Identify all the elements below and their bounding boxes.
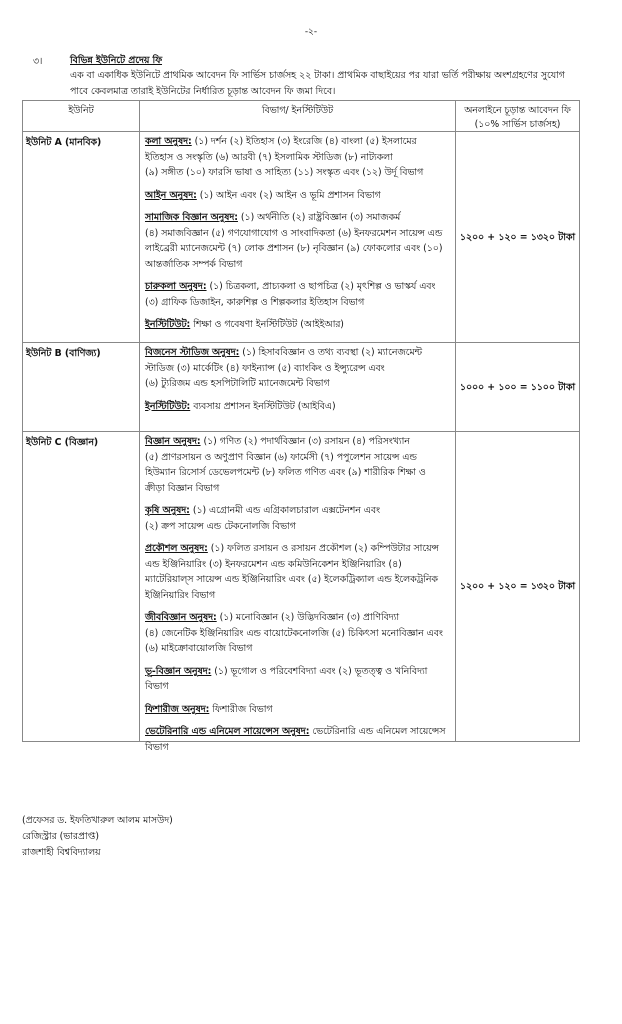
faculty-heading: ইনস্টিটিউট: <box>145 319 191 330</box>
faculty-section <box>145 541 450 603</box>
faculty-heading: চারুকলা অনুষদ: <box>145 281 207 292</box>
faculty-section <box>145 188 450 204</box>
faculty-line <box>145 664 450 695</box>
faculty-departments: ইতিহাস ও সংস্কৃতি (৬) আরবী (৭) ইসলামিক স্টাডিজ (৮) নাট্যকলা <box>145 151 393 163</box>
faculty-line <box>145 188 450 204</box>
intro-paragraph <box>70 68 610 100</box>
faculty-heading: কলা অনুষদ: <box>145 136 192 147</box>
unit-name: ইউনিট B (বাণিজ্য) <box>23 343 140 431</box>
intro-line: পাবে কেবলমাত্র তারাই ইউনিটের নির্ধারিত চূড়ান্ত আবেদন ফি জমা দিবে। <box>70 86 336 97</box>
table-header <box>23 101 579 132</box>
header-fee-line2: (১০% সার্ভিস চার্জসহ) <box>474 119 561 130</box>
faculty-heading: বিজনেস স্টাডিজ অনুষদ: <box>145 347 240 358</box>
faculty-departments: (৪) সমাজবিজ্ঞান (৫) গণযোগাযোগ ও সাংবাদিকতা (৬) ইনফরমেশন সায়েন্স এন্ড <box>145 227 443 239</box>
faculty-departments: (১) আইন এবং (২) আইন ও ভূমি প্রশাসন বিভাগ <box>196 189 381 201</box>
fee-table <box>22 100 580 753</box>
faculty-heading: ভূ-বিজ্ঞান অনুষদ: <box>145 665 212 677</box>
department-list <box>140 132 456 342</box>
signature-block <box>22 813 173 861</box>
fee-amount: ১২০০ + ১২০ = ১৩২০ টাকা <box>459 581 576 592</box>
signatory-name: (প্রফেসর ড. ইফতিখারুল আলম মাসউদ) <box>22 815 173 826</box>
faculty-heading: আইন অনুষদ: <box>145 189 197 201</box>
faculty-heading: প্রকৌশল অনুষদ: <box>145 543 208 554</box>
section-number: ৩। <box>33 56 43 67</box>
faculty-departments: (৩) গ্রাফিক ডিজাইন, কারুশিল্প ও শিল্পকলার ইতিহাস বিভাগ <box>145 296 365 308</box>
faculty-departments: (২) ক্রপ সায়েন্স এন্ড টেকনোলজি বিভাগ <box>145 520 296 532</box>
faculty-line <box>145 519 450 535</box>
faculty-line <box>145 626 450 642</box>
faculty-departments: (১) গণিত (২) পদার্থবিজ্ঞান (৩) রসায়ন (৪) পরিসংখ্যান <box>200 436 410 447</box>
faculty-section <box>145 610 450 657</box>
faculty-line <box>145 399 450 415</box>
faculty-heading: জীববিজ্ঞান অনুষদ: <box>145 612 217 623</box>
faculty-line <box>145 740 450 756</box>
unit-name: ইউনিট C (বিজ্ঞান) <box>23 432 140 741</box>
faculty-line <box>145 434 450 450</box>
faculty-departments: (১) চিত্রকলা, প্রাচ্যকলা ও ছাপচিত্র (২) মৃৎশিল্প ও ভাস্কর্য এবং <box>206 281 436 292</box>
faculty-departments: ম্যাটেরিয়াল্স সায়েন্স এন্ড ইঞ্জিনিয়ারিং এবং (৫) ইলেকট্রিক্যাল এন্ড ইলেকট্রনিক <box>145 574 438 585</box>
faculty-departments: (৬) ট্যুরিজম এন্ড হসপিটালিটি ম্যানেজমেন্ট বিভাগ <box>145 378 330 389</box>
faculty-line <box>145 541 450 557</box>
faculty-line <box>145 210 450 226</box>
faculty-departments: (৫) প্রাণরসায়ন ও অণুপ্রাণ বিজ্ঞান (৬) ফার্মেসী (৭) পপুলেশন সায়েন্স এন্ড <box>145 451 417 463</box>
faculty-line <box>145 317 450 333</box>
faculty-section <box>145 399 450 415</box>
fee-amount: ১২০০ + ১২০ = ১৩২০ টাকা <box>459 231 576 243</box>
faculty-line <box>145 641 450 657</box>
unit-name: ইউনিট A (মানবিক) <box>23 132 140 342</box>
faculty-line <box>145 465 450 481</box>
faculty-section <box>145 134 450 181</box>
faculty-departments: (৯) সঙ্গীত (১০) ফারসি ভাষা ও সাহিত্য (১১) সংস্কৃত এবং (১২) উর্দূ বিভাগ <box>145 167 424 178</box>
signatory-designation: রেজিস্ট্রার (ভারপ্রাপ্ত) <box>22 831 99 842</box>
faculty-line <box>145 361 450 377</box>
faculty-departments: হিউম্যান রিসোর্স ডেভেলপমেন্ট (৮) ফলিত গণিত এবং (৯) শারীরিক শিক্ষা ও <box>145 467 426 478</box>
table-body <box>23 132 579 753</box>
faculty-departments: ক্রীড়া বিজ্ঞান বিভাগ <box>145 482 220 494</box>
faculty-departments: ভেটেরিনারি এন্ড এনিমেল সায়েন্সেস <box>309 726 446 737</box>
faculty-departments: আন্তর্জাতিক সম্পর্ক বিভাগ <box>145 258 243 270</box>
faculty-section <box>145 317 450 333</box>
faculty-departments: (৪) জেনেটিক ইঞ্জিনিয়ারিং এন্ড বায়োটেকনোলজি (৫) চিকিৎসা মনোবিজ্ঞান এবং <box>145 627 443 639</box>
department-list <box>140 343 456 431</box>
page-number: -২- <box>304 27 318 37</box>
faculty-section <box>145 345 450 392</box>
faculty-line <box>145 610 450 626</box>
faculty-departments: ব্যবসায় প্রশাসন ইনস্টিটিউট (আইবিএ) <box>190 400 336 412</box>
section-title: বিভিন্ন ইউনিটে প্রদেয় ফি <box>70 55 163 66</box>
faculty-departments: (১) ভূগোল ও পরিবেশবিদ্যা এবং (২) ভূতত্ত্ব ও খনিবিদ্যা বিভাগ <box>145 665 428 692</box>
faculty-heading: সামাজিক বিজ্ঞান অনুষদ: <box>145 212 238 223</box>
faculty-line <box>145 134 450 150</box>
faculty-line <box>145 503 450 519</box>
faculty-heading: ফিশারীজ অনুষদ: <box>145 703 210 715</box>
header-fee <box>456 101 579 131</box>
intro-line: এক বা একাধিক ইউনিটে প্রাথমিক আবেদন ফি সার্ভিস চার্জসহ ২২ টাকা। প্রাথমিক বাছাইয়ের পর যারা ভর্তি পরীক্ষায় অংশগ্রহণের সুযোগ <box>70 70 565 81</box>
faculty-heading: ভেটেরিনারি এন্ড এনিমেল সায়েন্সেস অনুষদ: <box>145 726 310 737</box>
faculty-section <box>145 503 450 534</box>
table-row <box>23 343 579 432</box>
header-fee-line1: অনলাইনে চূড়ান্ত আবেদন ফি <box>464 105 571 116</box>
department-list <box>140 432 456 753</box>
faculty-section <box>145 664 450 695</box>
faculty-section <box>145 210 450 272</box>
faculty-departments: লাইব্রেরী ম্যানেজমেন্ট (৭) লোক প্রশাসন (৮) নৃবিজ্ঞান (৯) ফোকলোর এবং (১০) <box>145 243 443 254</box>
faculty-line <box>145 572 450 588</box>
faculty-line <box>145 257 450 273</box>
faculty-departments: (১) ফলিত রসায়ন ও রসায়ন প্রকৌশল (২) কম্পিউটার সায়েন্স <box>207 543 439 554</box>
faculty-line <box>145 241 450 257</box>
faculty-departments: (১) মনোবিজ্ঞান (২) উদ্ভিদবিজ্ঞান (৩) প্রাণিবিদ্যা <box>216 612 400 623</box>
faculty-departments: ফিশারীজ বিভাগ <box>209 703 273 715</box>
faculty-departments: স্টাডিজ (৩) মার্কেটিং (৪) ফাইন্যান্স (৫) ব্যাংকিং ও ইন্স্যুরেন্স এবং <box>145 362 385 374</box>
faculty-line <box>145 226 450 242</box>
faculty-departments: শিক্ষা ও গবেষণা ইনস্টিটিউট (আইইআর) <box>190 319 344 330</box>
table-row <box>23 132 579 343</box>
faculty-line <box>145 165 450 181</box>
table-row <box>23 432 579 753</box>
faculty-line <box>145 150 450 166</box>
faculty-line <box>145 588 450 604</box>
faculty-line <box>145 345 450 361</box>
faculty-departments: (১) দর্শন (২) ইতিহাস (৩) ইংরেজি (৪) বাংলা (৫) ইসলামের <box>191 136 417 147</box>
faculty-departments: (১) হিসাববিজ্ঞান ও তথ্য ব্যবস্থা (২) ম্যানেজমেন্ট <box>239 347 422 358</box>
header-unit: ইউনিট <box>23 101 140 131</box>
faculty-section <box>145 724 450 755</box>
faculty-line <box>145 376 450 392</box>
faculty-line <box>145 450 450 466</box>
faculty-line <box>145 724 450 740</box>
faculty-line <box>145 295 450 311</box>
faculty-line <box>145 702 450 718</box>
fee-amount: ১০০০ + ১০০ = ১১০০ টাকা <box>459 381 576 393</box>
header-department: বিভাগ/ ইনস্টিটিউট <box>140 101 456 131</box>
faculty-line <box>145 279 450 295</box>
faculty-departments: এন্ড ইঞ্জিনিয়ারিং (৩) ইনফরমেশন এন্ড কমিউনিকেশন ইঞ্জিনিয়ারিং (৪) <box>145 558 402 570</box>
faculty-departments: বিভাগ <box>145 741 169 753</box>
signatory-institution: রাজশাহী বিশ্ববিদ্যালয় <box>22 847 101 858</box>
faculty-line <box>145 557 450 573</box>
faculty-heading: ইনস্টিটিউট: <box>145 400 191 412</box>
faculty-section <box>145 279 450 310</box>
faculty-heading: বিজ্ঞান অনুষদ: <box>145 436 201 447</box>
faculty-departments: ইঞ্জিনিয়ারিং বিভাগ <box>145 589 216 601</box>
faculty-heading: কৃষি অনুষদ: <box>145 505 190 516</box>
faculty-departments: (১) অর্থনীতি (২) রাষ্ট্রবিজ্ঞান (৩) সমাজকর্ম <box>237 212 401 223</box>
faculty-section <box>145 702 450 718</box>
faculty-departments: (৬) মাইক্রোবায়োলজি বিভাগ <box>145 643 253 654</box>
faculty-section <box>145 434 450 496</box>
faculty-departments: (১) এগ্রোনমী এন্ড এগ্রিকালচারাল এক্সটেনশন এবং <box>189 505 381 516</box>
faculty-line <box>145 481 450 497</box>
